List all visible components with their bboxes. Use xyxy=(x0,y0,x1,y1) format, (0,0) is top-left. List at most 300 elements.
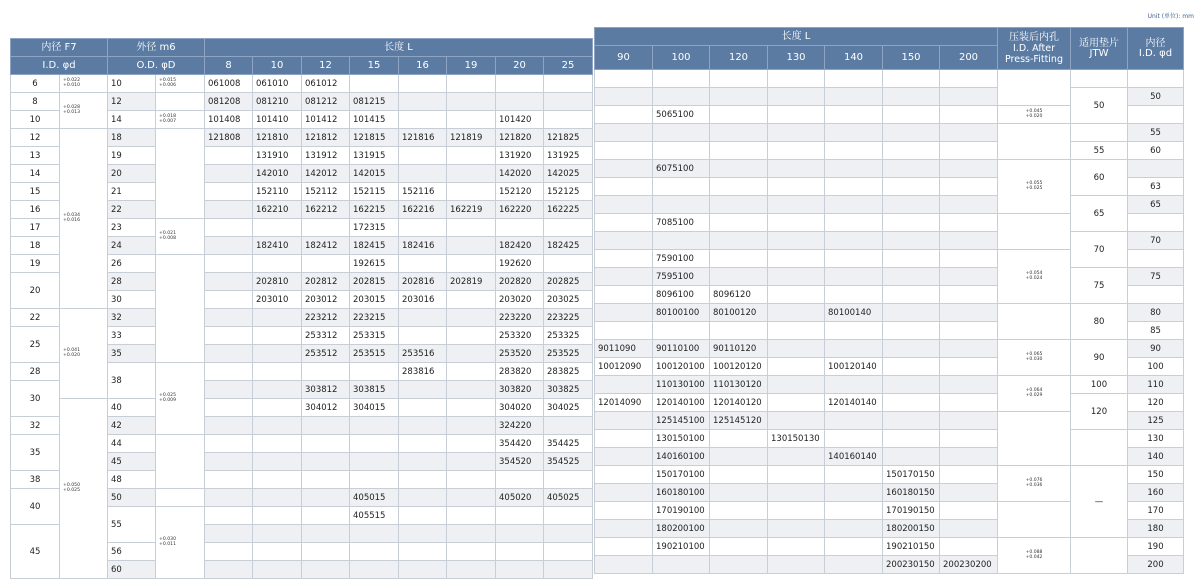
tolerance-value: +0.055 +0.025 xyxy=(1025,181,1043,191)
part-number xyxy=(595,376,653,394)
part-number xyxy=(205,201,253,219)
cell-value: 160 xyxy=(1147,487,1164,498)
id-value xyxy=(11,417,60,435)
part-number xyxy=(883,106,940,124)
part-number xyxy=(496,75,544,93)
part-number xyxy=(825,538,883,556)
tolerance-value: +0.054 +0.024 xyxy=(1025,271,1043,281)
part-number xyxy=(302,93,350,111)
part-number xyxy=(825,196,883,214)
part-number xyxy=(710,430,768,448)
od-value xyxy=(108,435,156,453)
part-number xyxy=(447,489,496,507)
part-number xyxy=(399,363,447,381)
part-number xyxy=(883,196,940,214)
part-number xyxy=(544,345,593,363)
part-number xyxy=(205,147,253,165)
part-number xyxy=(768,286,825,304)
idd-value xyxy=(1128,484,1184,502)
part-number xyxy=(710,232,768,250)
part-number xyxy=(653,196,710,214)
table-row xyxy=(595,124,1184,142)
part-number xyxy=(447,345,496,363)
cell-value: 283816 xyxy=(402,366,435,377)
idd-value xyxy=(1128,412,1184,430)
header-len-col: 130 xyxy=(768,46,825,70)
id-value xyxy=(11,381,60,417)
part-number xyxy=(496,183,544,201)
idd-value xyxy=(1128,106,1184,124)
part-number xyxy=(544,147,593,165)
part-number xyxy=(883,430,940,448)
jtw-value xyxy=(1071,466,1128,538)
part-number xyxy=(399,489,447,507)
part-number xyxy=(544,291,593,309)
part-number xyxy=(447,471,496,489)
part-number xyxy=(447,111,496,129)
press-fit-tolerance xyxy=(998,538,1071,574)
cell-value: 202810 xyxy=(256,276,289,287)
cell-value: 180200100 xyxy=(656,523,705,534)
header-len-col: 120 xyxy=(710,46,768,70)
part-number xyxy=(205,93,253,111)
part-number xyxy=(447,255,496,273)
part-number xyxy=(940,304,998,322)
id-value xyxy=(11,129,60,147)
header-len-col: 90 xyxy=(595,46,653,70)
part-number xyxy=(253,129,302,147)
jtw-value xyxy=(1071,304,1128,340)
part-number xyxy=(544,237,593,255)
id-value xyxy=(11,471,60,489)
part-number xyxy=(768,502,825,520)
cell-value: 120140120 xyxy=(713,397,762,408)
id-value xyxy=(11,435,60,471)
part-number xyxy=(302,399,350,417)
part-number xyxy=(205,165,253,183)
part-number xyxy=(653,430,710,448)
part-number xyxy=(544,273,593,291)
part-number xyxy=(883,394,940,412)
part-number xyxy=(496,129,544,147)
cell-value: 25 xyxy=(29,339,41,350)
od-tolerance xyxy=(156,129,205,219)
cell-value: 162212 xyxy=(305,204,338,215)
part-number xyxy=(595,214,653,232)
part-number xyxy=(205,291,253,309)
cell-value: 121810 xyxy=(256,132,289,143)
part-number xyxy=(883,268,940,286)
od-value xyxy=(108,219,156,237)
part-number xyxy=(825,502,883,520)
part-number xyxy=(205,489,253,507)
part-number xyxy=(940,286,998,304)
od-value xyxy=(108,507,156,543)
header-od-sub: O.D. φD xyxy=(108,57,205,75)
cell-value: 17 xyxy=(29,222,41,233)
part-number xyxy=(825,304,883,322)
part-number xyxy=(302,489,350,507)
part-number xyxy=(544,489,593,507)
id-value xyxy=(11,363,60,381)
cell-value: 131912 xyxy=(305,150,338,161)
cell-value: 253315 xyxy=(353,330,386,341)
id-value xyxy=(11,183,60,201)
part-number xyxy=(205,345,253,363)
table-row xyxy=(595,304,1184,322)
cell-value: 10 xyxy=(111,78,122,89)
part-number xyxy=(595,466,653,484)
cell-value: 190210100 xyxy=(656,541,705,552)
part-number xyxy=(496,309,544,327)
part-number xyxy=(302,129,350,147)
idd-value xyxy=(1128,466,1184,484)
od-tolerance xyxy=(156,363,205,435)
part-number xyxy=(544,471,593,489)
part-number xyxy=(496,489,544,507)
cell-value: 140160100 xyxy=(656,451,705,462)
part-number xyxy=(768,538,825,556)
part-number xyxy=(350,129,399,147)
cell-value: 182425 xyxy=(547,240,580,251)
od-value xyxy=(108,543,156,561)
cell-value: 303825 xyxy=(547,384,580,395)
part-number xyxy=(205,507,253,525)
cell-value: 32 xyxy=(111,312,122,323)
cell-value: 152116 xyxy=(402,186,435,197)
part-number xyxy=(825,466,883,484)
cell-value: 081215 xyxy=(353,96,386,107)
part-number xyxy=(253,201,302,219)
cell-value: 35 xyxy=(111,348,122,359)
cell-value: 354525 xyxy=(547,456,580,467)
part-number xyxy=(544,75,593,93)
part-number xyxy=(595,142,653,160)
part-number xyxy=(447,237,496,255)
part-number xyxy=(302,165,350,183)
jtw-value xyxy=(1071,88,1128,124)
part-number xyxy=(253,453,302,471)
part-number xyxy=(883,178,940,196)
part-number xyxy=(350,435,399,453)
cell-value: 223215 xyxy=(353,312,386,323)
part-number xyxy=(940,466,998,484)
od-value xyxy=(108,291,156,309)
header-idd-en: I.D. φd xyxy=(1138,47,1173,59)
part-number xyxy=(496,255,544,273)
header-id-f7: 内径 F7 xyxy=(11,39,108,57)
part-number xyxy=(399,165,447,183)
press-fit-tolerance xyxy=(998,412,1071,466)
cell-value: 101410 xyxy=(256,114,289,125)
cell-value: 12 xyxy=(111,96,122,107)
od-value xyxy=(108,129,156,147)
cell-value: 182410 xyxy=(256,240,289,251)
cell-value: 081210 xyxy=(256,96,289,107)
part-number xyxy=(653,340,710,358)
part-number xyxy=(350,327,399,345)
idd-value xyxy=(1128,196,1184,214)
cell-value: — xyxy=(1094,496,1104,507)
part-number xyxy=(350,273,399,291)
tolerance-value: +0.064 +0.029 xyxy=(1025,388,1043,398)
id-tolerance xyxy=(60,309,108,399)
od-value xyxy=(108,183,156,201)
part-number xyxy=(350,291,399,309)
part-number xyxy=(544,381,593,399)
cell-value: 14 xyxy=(29,168,41,179)
part-number xyxy=(544,435,593,453)
cell-value: 50 xyxy=(1093,100,1105,111)
cell-value: 081208 xyxy=(208,96,241,107)
part-number xyxy=(768,520,825,538)
part-number xyxy=(447,147,496,165)
cell-value: 324220 xyxy=(499,420,532,431)
jtw-value xyxy=(1071,196,1128,232)
part-number xyxy=(350,75,399,93)
part-number xyxy=(399,129,447,147)
part-number xyxy=(940,430,998,448)
part-number xyxy=(253,291,302,309)
cell-value: 203010 xyxy=(256,294,289,305)
tolerance-value: +0.050 +0.025 xyxy=(63,483,81,493)
tolerance-value: +0.028 +0.013 xyxy=(63,105,81,115)
tolerance-value: +0.076 +0.036 xyxy=(1025,478,1043,488)
part-number xyxy=(302,543,350,561)
part-number xyxy=(447,291,496,309)
idd-value xyxy=(1128,430,1184,448)
part-number xyxy=(253,345,302,363)
part-number xyxy=(302,255,350,273)
od-value xyxy=(108,417,156,435)
id-tolerance xyxy=(60,399,108,579)
idd-value xyxy=(1128,88,1184,106)
part-number xyxy=(302,75,350,93)
tolerance-value: +0.030 +0.011 xyxy=(159,537,177,547)
part-number xyxy=(447,327,496,345)
cell-value: 33 xyxy=(111,330,122,341)
part-number xyxy=(825,70,883,88)
cell-value: 100120120 xyxy=(713,361,762,372)
part-number xyxy=(302,363,350,381)
id-value xyxy=(11,309,60,327)
header-length-right: 长度 L xyxy=(595,28,998,46)
cell-value: 061012 xyxy=(305,78,338,89)
part-number xyxy=(496,147,544,165)
part-number xyxy=(595,502,653,520)
part-number xyxy=(653,304,710,322)
part-number xyxy=(710,250,768,268)
cell-value: 8096120 xyxy=(713,289,751,300)
id-tolerance xyxy=(60,129,108,309)
cell-value: 202816 xyxy=(402,276,435,287)
part-number xyxy=(883,376,940,394)
cell-value: 203020 xyxy=(499,294,532,305)
cell-value: 192615 xyxy=(353,258,386,269)
part-number xyxy=(768,142,825,160)
part-number xyxy=(399,327,447,345)
cell-value: 162215 xyxy=(353,204,386,215)
part-number xyxy=(447,309,496,327)
jtw-value xyxy=(1071,124,1128,142)
cell-value: 130 xyxy=(1147,433,1164,444)
cell-value: 142012 xyxy=(305,168,338,179)
part-number xyxy=(825,340,883,358)
part-number xyxy=(710,358,768,376)
part-number xyxy=(302,417,350,435)
part-number xyxy=(302,201,350,219)
cell-value: 120140100 xyxy=(656,397,705,408)
part-number xyxy=(302,237,350,255)
od-value xyxy=(108,237,156,255)
part-number xyxy=(825,268,883,286)
tolerance-value: +0.015 +0.006 xyxy=(159,78,177,88)
part-number xyxy=(496,237,544,255)
part-number xyxy=(653,142,710,160)
part-number xyxy=(253,309,302,327)
header-len-col: 10 xyxy=(253,57,302,75)
cell-value: 200 xyxy=(1147,559,1164,570)
cell-value: 303820 xyxy=(499,384,532,395)
part-number xyxy=(205,273,253,291)
cell-value: 223212 xyxy=(305,312,338,323)
cell-value: 203016 xyxy=(402,294,435,305)
od-tolerance xyxy=(156,75,205,93)
idd-value xyxy=(1128,304,1184,322)
part-number xyxy=(205,183,253,201)
part-number xyxy=(253,165,302,183)
cell-value: 101415 xyxy=(353,114,386,125)
part-number xyxy=(350,417,399,435)
cell-value: 142010 xyxy=(256,168,289,179)
part-number xyxy=(447,507,496,525)
cell-value: 405020 xyxy=(499,492,532,503)
part-number xyxy=(544,219,593,237)
cell-value: 44 xyxy=(111,438,122,449)
part-number xyxy=(595,394,653,412)
part-number xyxy=(544,309,593,327)
part-number xyxy=(825,232,883,250)
part-number xyxy=(595,430,653,448)
header-jtw-cn: 适用垫片 xyxy=(1079,37,1119,49)
cell-value: 60 xyxy=(1093,172,1105,183)
part-number xyxy=(205,75,253,93)
od-value xyxy=(108,327,156,345)
part-number xyxy=(653,484,710,502)
cell-value: 121825 xyxy=(547,132,580,143)
part-number xyxy=(496,93,544,111)
part-number xyxy=(940,232,998,250)
part-number xyxy=(768,70,825,88)
table-row xyxy=(595,268,1184,286)
part-number xyxy=(447,93,496,111)
press-fit-tolerance xyxy=(998,214,1071,250)
cell-value: 202819 xyxy=(450,276,483,287)
cell-value: 253516 xyxy=(402,348,435,359)
part-number xyxy=(595,358,653,376)
part-number xyxy=(544,111,593,129)
part-number xyxy=(205,435,253,453)
cell-value: 6075100 xyxy=(656,163,694,174)
cell-value: 8 xyxy=(32,96,38,107)
part-number xyxy=(940,556,998,574)
table-row xyxy=(595,142,1184,160)
cell-value: 80100100 xyxy=(656,307,700,318)
part-number xyxy=(595,196,653,214)
part-number xyxy=(496,345,544,363)
jtw-value xyxy=(1071,70,1128,88)
cell-value: 10012090 xyxy=(598,361,642,372)
cell-value: 405515 xyxy=(353,510,386,521)
part-number xyxy=(544,255,593,273)
jtw-value xyxy=(1071,394,1128,430)
idd-value xyxy=(1128,376,1184,394)
cell-value: 081212 xyxy=(305,96,338,107)
part-number xyxy=(447,129,496,147)
idd-value xyxy=(1128,178,1184,196)
cell-value: 100 xyxy=(1090,379,1108,390)
part-number xyxy=(496,381,544,399)
cell-value: 8096100 xyxy=(656,289,694,300)
part-number xyxy=(940,340,998,358)
part-number xyxy=(447,417,496,435)
part-number xyxy=(496,363,544,381)
id-tolerance xyxy=(60,75,108,93)
cell-value: 253320 xyxy=(499,330,532,341)
part-number xyxy=(653,286,710,304)
press-fit-tolerance xyxy=(998,124,1071,160)
table-row xyxy=(595,430,1184,448)
header-len-col: 15 xyxy=(350,57,399,75)
part-number xyxy=(496,165,544,183)
part-number xyxy=(447,399,496,417)
cell-value: 30 xyxy=(29,393,41,404)
id-tolerance xyxy=(60,93,108,129)
part-number xyxy=(447,435,496,453)
cell-value: 12014090 xyxy=(598,397,642,408)
cell-value: 253325 xyxy=(547,330,580,341)
cell-value: 170190150 xyxy=(886,505,935,516)
part-number xyxy=(768,106,825,124)
part-number xyxy=(940,106,998,124)
od-tolerance xyxy=(156,93,205,111)
part-number xyxy=(205,111,253,129)
part-number xyxy=(940,196,998,214)
idd-value xyxy=(1128,214,1184,232)
cell-value: 70 xyxy=(1150,235,1161,246)
part-number xyxy=(447,363,496,381)
unit-label: Unit (单位): mm xyxy=(1147,13,1194,20)
cell-value: 304025 xyxy=(547,402,580,413)
part-number xyxy=(595,322,653,340)
part-number xyxy=(768,178,825,196)
cell-value: 110130120 xyxy=(713,379,762,390)
cell-value: 110 xyxy=(1147,379,1164,390)
part-number xyxy=(399,183,447,201)
cell-value: 75 xyxy=(1150,271,1161,282)
cell-value: 28 xyxy=(29,366,41,377)
cell-value: 65 xyxy=(1093,208,1105,219)
cell-value: 200230150 xyxy=(886,559,935,570)
part-number xyxy=(544,543,593,561)
cell-value: 42 xyxy=(111,420,122,431)
cell-value: 170 xyxy=(1147,505,1164,516)
id-value xyxy=(11,75,60,93)
od-value xyxy=(108,165,156,183)
cell-value: 125145120 xyxy=(713,415,762,426)
part-number xyxy=(883,214,940,232)
cell-value: 172315 xyxy=(353,222,386,233)
